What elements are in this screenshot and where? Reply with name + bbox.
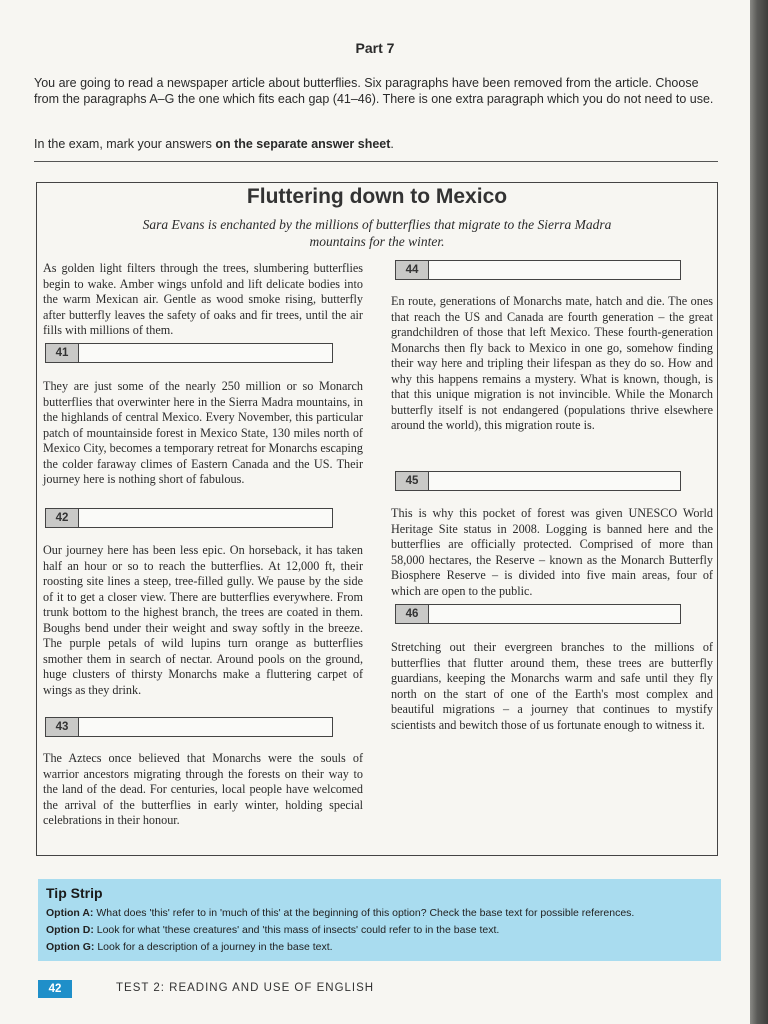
gap-42[interactable] [45,508,333,528]
gap-43[interactable] [45,717,333,737]
gap-number: 46 [396,605,429,623]
tip-label: Option D: [46,924,94,936]
tip-text: Look for what 'these creatures' and 'this mass of insects' could refer to in the base text. [93,924,500,936]
paragraph-4: The Aztecs once believed that Monarchs were the souls of warrior ancestors migrating through the forests on their way to the land of the dead. For centuries, local people have welcomed the arrival of the butterflies in early winter, holding special celebrations in their honour. [43,751,363,827]
gap-number: 42 [46,509,79,527]
exam-note-suffix: . [390,137,394,151]
page-number-badge: 42 [38,980,72,998]
exam-note-prefix: In the exam, mark your answers [34,137,216,151]
divider [34,161,718,162]
tip-label: Option G: [46,941,95,953]
gap-number: 43 [46,718,79,736]
book-spine-edge [750,0,768,1024]
tip-option-d [46,924,499,936]
paragraph-6: This is why this pocket of forest was given UNESCO World Heritage Site status in 2008. Logging is banned here and the butterflies are officially protected. Comprised of more than 58,000 hectares, the Reserve – known as the Monarch Butterfly Biosphere Reserve – is divided into five main areas, four of which are open to the public. [391,506,713,598]
footer-section-title: TEST 2: READING AND USE OF ENGLISH [116,982,375,994]
task-instructions: You are going to read a newspaper article about butterflies. Six paragraphs have been removed from the article. Choose from the paragraphs A–G the one which fits each gap (41–46). There is one extra paragraph which you do not need to use. [34,76,714,106]
tip-strip-title: Tip Strip [46,885,103,901]
gap-number: 45 [396,472,429,490]
gap-41[interactable] [45,343,333,363]
gap-46[interactable] [395,604,681,624]
tip-text: What does 'this' refer to in 'much of this' at the beginning of this option? Check the base text for possible references. [93,907,635,919]
article-subtitle: Sara Evans is enchanted by the millions of butterflies that migrate to the Sierra Madra mountains for the winter. [142,217,612,249]
tip-label: Option A: [46,907,94,919]
paragraph-7: Stretching out their evergreen branches to the millions of butterflies that flutter around them, these trees are butterfly guardians, keeping the Monarchs warm and safe until they fly north on the start of one of the Earth's most complex and beautiful migrations – a journey that continues to mystify scientists and bewitch those of us fortunate enough to witness it. [391,640,713,732]
article-box [36,182,718,856]
gap-44[interactable] [395,260,681,280]
gap-number: 44 [396,261,429,279]
tip-text: Look for a description of a journey in the base text. [94,941,333,953]
tip-strip [38,879,721,961]
gap-45[interactable] [395,471,681,491]
exam-note [34,137,724,151]
tip-option-a [46,907,634,919]
gap-number: 41 [46,344,79,362]
part-title: Part 7 [355,40,395,56]
exam-note-bold: on the separate answer sheet [215,137,391,151]
paragraph-3: Our journey here has been less epic. On horseback, it has taken half an hour or so to reach the butterflies. At 12,000 ft, their roosting site lines a steep, tree-filled gully. We pause by the side of it to get a closer view. There are butterflies everywhere. From trunk bottom to the highest branch, the trees are coated in them. Boughs bend under their weight and sway softly in the breeze. The purple petals of wild lupins turn orange as butterflies smother them in search of nectar. Around pools on the ground, huge clusters of thirsty Monarchs make a fluttering carpet of wings as they drink. [43,543,363,697]
paragraph-5: En route, generations of Monarchs mate, hatch and die. The ones that reach the US and Canada are fourth generation – the great grandchildren of those that left Mexico. These fourth-generation Monarchs then fly back to Mexico in one go, somehow finding their way here and tripling their lifespan as they do so. How and why this happens remains a mystery. What is known, though, is that this unique migration is not invincible. While the Monarch butterfly itself is not endangered (populations thrive elsewhere around the world), this migration route is. [391,294,713,432]
tip-option-g [46,941,333,953]
article-title: Fluttering down to Mexico [246,185,508,208]
paragraph-2: They are just some of the nearly 250 million or so Monarch butterflies that overwinter here in the Sierra Madra mountains, in the highlands of central Mexico. Every November, this particular patch of mountainside forest in Mexico State, 130 miles north of Mexico City, becomes a temporary retreat for Monarchs escaping the colder faraway climes of Eastern Canada and the US. Their journey here is nothing short of fabulous. [43,379,363,486]
paragraph-1: As golden light filters through the trees, slumbering butterflies begin to wake. Amber wings unfold and lift delicate bodies into the warm Mexican air. Gentle as wood smoke rising, butterfly after butterfly leaves the safety of oaks and fir trees, until the air fills with millions of them. [43,261,363,337]
